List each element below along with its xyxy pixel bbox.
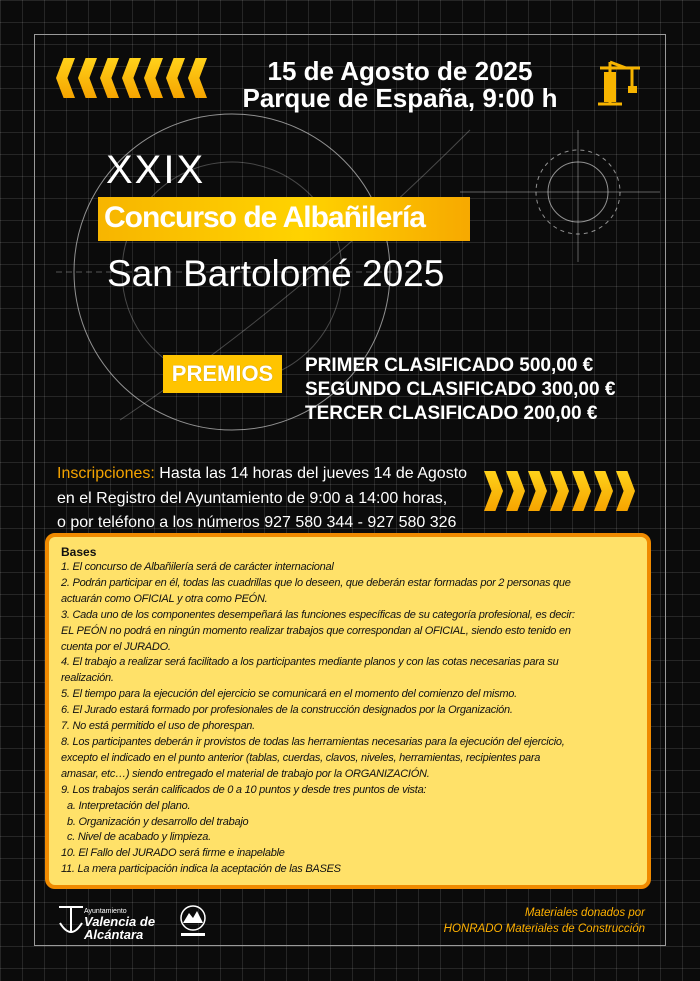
bases-line: realización.: [61, 672, 114, 685]
bases-line: 6. El Jurado estará formado por profesionales de la construcción designados por la Organización.: [61, 704, 513, 717]
bases-line: 11. La mera participación indica la aceptación de las BASES: [61, 863, 341, 876]
inscriptions-text-1: Hasta las 14 horas del jueves 14 de Agosto: [154, 465, 468, 482]
bases-title: Bases: [61, 545, 97, 559]
donated-line-1: Materiales donados por: [524, 907, 645, 919]
chevron-arrow-icon: [56, 58, 75, 98]
bases-box: [45, 533, 651, 889]
bases-line: 4. El trabajo a realizar será facilitado a los participantes mediante planos y con las cotas necesarias para su: [61, 656, 559, 669]
crane-icon: [596, 58, 644, 108]
bases-line: 5. El tiempo para la ejecución del ejercicio se comunicará en el momento del comienzo del mismo.: [61, 688, 517, 701]
logo-line-3: Alcántara: [84, 927, 144, 942]
event-date: 15 de Agosto de 2025: [267, 56, 533, 86]
chevron-arrow-icon: [616, 471, 635, 511]
bases-line: 10. El Fallo del JURADO será firme e inapelable: [61, 847, 285, 860]
bases-line: 3. Cada uno de los componentes desempeñará las funciones específicas de su categoría profesional, es decir:: [61, 608, 575, 621]
right-chevron-arrows: [484, 471, 635, 511]
chevron-arrow-icon: [550, 471, 569, 511]
bases-line: cuenta por el JURADO.: [61, 640, 171, 653]
bases-line: c. Nivel de acabado y limpieza.: [67, 831, 211, 844]
bases-list: [61, 560, 637, 878]
inscriptions-line-1: [57, 462, 467, 485]
bases-line: 9. Los trabajos serán calificados de 0 a 10 puntos y desde tres puntos de vista:: [61, 783, 427, 796]
event-place-time: Parque de España, 9:00 h: [242, 83, 558, 113]
left-chevron-arrows: [56, 58, 207, 98]
inscriptions-line-3: o por teléfono a los números 927 580 344 - 927 580 326: [57, 514, 457, 531]
inscriptions-line-2: en el Registro del Ayuntamiento de 9:00 a 14:00 horas,: [57, 490, 448, 507]
bases-line: excepto el indicado en el punto anterior (tablas, cuerdas, clavos, niveles, herramientas, recipientes para: [61, 751, 541, 764]
bases-line: actuarán como OFICIAL y otra como PEÓN.: [61, 592, 268, 605]
chevron-arrow-icon: [78, 58, 97, 98]
town-hall-name: [84, 908, 155, 941]
bases-line: amasar, etc…) siendo entregado el material de trabajo por la ORGANIZACIÓN.: [61, 767, 430, 780]
event-title: Concurso de Albañilería: [104, 201, 425, 234]
chevron-arrow-icon: [166, 58, 185, 98]
logo-line-2: Valencia de: [84, 914, 156, 929]
prize-third: TERCER CLASIFICADO 200,00 €: [305, 403, 598, 424]
bases-line: 1. El concurso de Albañilería será de carácter internacional: [61, 561, 334, 573]
donated-line-2: HONRADO Materiales de Construcción: [443, 923, 645, 935]
bases-line: 2. Podrán participar en él, todas las cuadrillas que lo deseen, que deberán estar formadas por 2 personas que: [61, 576, 571, 589]
event-subtitle: San Bartolomé 2025: [107, 253, 445, 294]
chevron-arrow-icon: [572, 471, 591, 511]
logo-line-1: Ayuntamiento: [84, 908, 127, 915]
prize-second: SEGUNDO CLASIFICADO 300,00 €: [305, 379, 616, 400]
chevron-arrow-icon: [100, 58, 119, 98]
chevron-arrow-icon: [528, 471, 547, 511]
chevron-arrow-icon: [506, 471, 525, 511]
chevron-arrow-icon: [484, 471, 503, 511]
chevron-arrow-icon: [594, 471, 613, 511]
prize-first: PRIMER CLASIFICADO 500,00 €: [305, 355, 594, 376]
prizes-badge: PREMIOS: [163, 355, 282, 393]
bases-line: b. Organización y desarrollo del trabajo: [67, 815, 249, 828]
bases-line: EL PEÓN no podrá en ningún momento realizar trabajos que correspondan al OFICIAL, siendo esto tenido en: [61, 624, 571, 637]
chevron-arrow-icon: [144, 58, 163, 98]
sierra-logo: [176, 903, 210, 939]
chevron-arrow-icon: [122, 58, 141, 98]
town-hall-logo: [56, 901, 86, 939]
edition-number: XXIX: [106, 148, 206, 192]
bases-line: a. Interpretación del plano.: [67, 799, 191, 812]
bases-line: 7. No está permitido el uso de phorespan.: [61, 720, 255, 733]
inscriptions-label: Inscripciones:: [57, 465, 155, 482]
bases-line: 8. Los participantes deberán ir provistos de todas las herramientas necesarias para la ejecución del ejercicio,: [61, 735, 565, 748]
